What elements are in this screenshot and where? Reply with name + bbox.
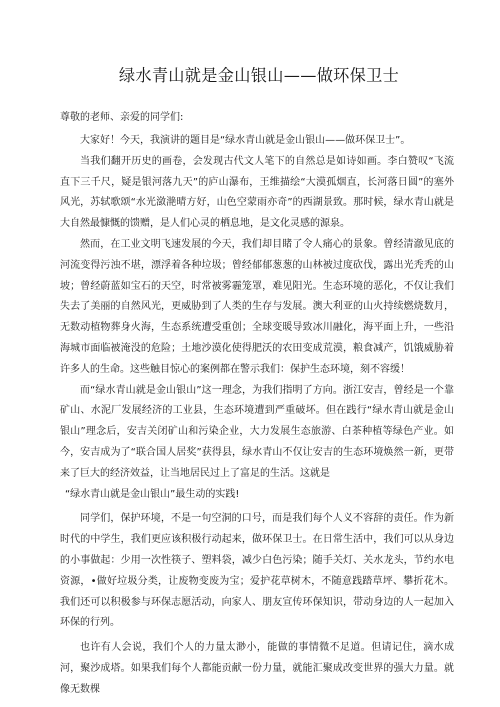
paragraph-1: 大家好！今天，我演讲的题目是“绿水青山就是金山银山——做环保卫士”。 — [80, 135, 411, 146]
paragraph-3: 然而，在工业文明飞速发展的今天，我们却目睹了令人痛心的景象。曾经清澈见底的河流变得污浊不堪，漂浮着各种垃圾；曾经郁郁葱葱的山林被过度砍伐，露出光秃秃的山坡；曾经蔚蓝如宝石的天空，时常被雾霾笼罩，难见阳光。生态环境的恶化，不仅让我们失去了美丽的自然风光，更威胁到了人类的生存与发展。澳大利亚的山火持续燃烧数月，无数动植物葬身火海，生态系统遭受重创；全球变暖导致冰川融化，海平面上升，一些沿海城市面临被淹没的危险；土地沙漠化使得肥沃的农田变成荒漠，粮食减产，饥饿威胁着许多人的生命。这些触目惊心的案例都在警示我们：保护生态环境，刻不容缓！ — [60, 238, 454, 375]
greeting-line: 尊敬的老师、亲爱的同学们: — [60, 112, 184, 123]
paragraph-4: 而“绿水青山就是金山银山”这一理念，为我们指明了方向。浙江安吉，曾经是一个靠矿山、水泥厂发展经济的工业县，生态环境遭到严重破坏。但在践行“绿水青山就是金山银山”理念后，安吉关闭矿山和污染企业，大力发展生态旅游、白茶种植等绿色产业。如今，安吉成为了“联合国人居奖”获得县，绿水青山不仅让安吉的生态环境焕然一新，更带来了巨大的经济效益，让当地居民过上了富足的生活。这就是 — [60, 384, 454, 479]
document-title: 绿水青山就是金山银山——做环保卫士 — [118, 66, 400, 85]
paragraph-2: 当我们翻开历史的画卷，会发现古代文人笔下的自然总是如诗如画。李白赞叹“飞流直下三千尺，疑是银河落九天”的庐山瀑布，王维描绘“大漠孤烟直，长河落日圆”的塞外风光，苏轼歌颂“水光潋滟晴方好，山色空蒙雨亦奇”的西湖景致。那时候，绿水青山就是大自然最慷慨的馈赠，是人们心灵的栖息地，是文化灵感的源泉。 — [60, 155, 454, 230]
paragraph-5: 同学们，保护环境，不是一句空洞的口号，而是我们每个人义不容辞的责任。作为新时代的中学生，我们更应该积极行动起来，做环保卫士。在日常生活中，我们可以从身边的小事做起：少用一次性筷子、塑料袋，减少白色污染；随手关灯、关水龙头，节约水电资源，•做好垃圾分类，让废物变废为宝；爱护花草树木，不随意践踏草坪、攀折花木。我们还可以积极参与环保志愿活动，向家人、朋友宣传环保知识，带动身边的人一起加入环保的行列。 — [60, 513, 454, 629]
quote-line: “绿水青山就是金山银山”最生动的实践! — [65, 488, 240, 500]
paragraph-6: 也许有人会说，我们个人的力量太渺小，能做的事情微不足道。但请记住，滴水成河，聚沙成塔。如果我们每个人都能贡献一份力量，就能汇聚成改变世界的强大力量。就像无数棵 — [60, 642, 454, 695]
